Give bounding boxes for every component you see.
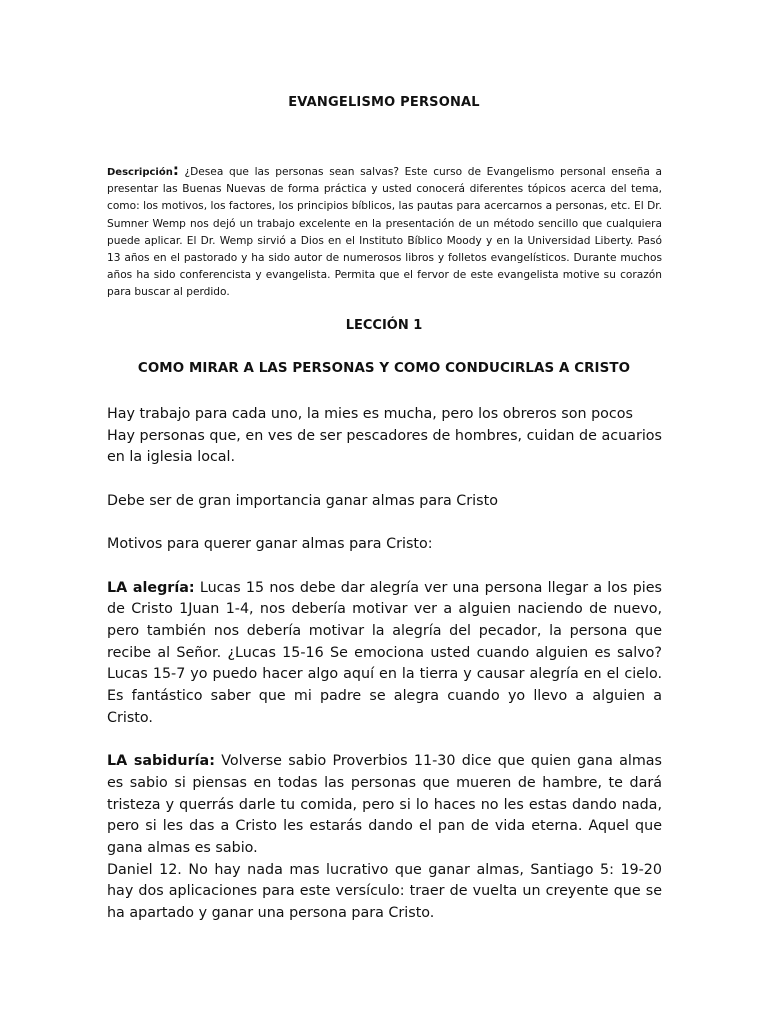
sabiduria-text: Volverse sabio Proverbios 11-30 dice que quien gana almas es sabio si piensas en todas las personas que mueren de hambre, te dará tristeza y querrás darle tu comida, pero si lo haces no les estas dando nada, pero si les das a Cristo les estarás dando el pan de vida eterna. Aquel que gana almas es sabio. (107, 753, 662, 856)
paragraph-gap (107, 730, 662, 752)
lesson-body (107, 404, 662, 925)
lesson-heading: LECCIÓN 1 (345, 318, 423, 333)
sabiduria-label: LA sabiduría: (107, 753, 215, 770)
paragraph-alegria (107, 578, 662, 730)
description-paragraph (107, 162, 662, 302)
alegria-label: LA alegría: (107, 579, 195, 596)
body-line-motives: Motivos para querer ganar almas para Cristo: (107, 536, 433, 553)
paragraph-gap (107, 513, 662, 535)
paragraph-gap (107, 469, 662, 491)
paragraph-daniel: Daniel 12. No hay nada mas lucrativo que ganar almas, Santiago 5: 19-20 hay dos aplicaciones para este versículo: traer de vuelta un creyente que se ha apartado y ganar una persona para Cristo. (107, 861, 662, 922)
body-line-importance: Debe ser de gran importancia ganar almas para Cristo (107, 492, 498, 509)
description-text: ¿Desea que las personas sean salvas? Este curso de Evangelismo personal enseña a presentar las Buenas Nuevas de forma práctica y usted conocerá diferentes tópicos acerca del tema, como: los motivos, los factores, los principios bíblicos, las pautas para acercarnos a personas, etc. El Dr. Sumner Wemp nos dejó un trabajo excelente en la presentación de un método sencillo que cualquiera puede aplicar. El Dr. Wemp sirvió a Dios en el Instituto Bíblico Moody y en la Universidad Liberty. Pasó 13 años en el pastorado y ha sido autor de numerosos libros y folletos evangelísticos. Durante muchos años ha sido conferencista y evangelista. Permita que el fervor de este evangelista motive su corazón para buscar al perdido. (107, 166, 662, 299)
document-title: EVANGELISMO PERSONAL (288, 95, 480, 110)
alegria-text: Lucas 15 nos debe dar alegría ver una persona llegar a los pies de Cristo 1Juan 1-4, nos debería motivar ver a alguien naciendo de nuevo, pero también nos debería motivar la alegría del pecador, la persona que recibe al Señor. ¿Lucas 15-16 Se emociona usted cuando alguien es salvo? Lucas 15-7 yo puedo hacer algo aquí en la tierra y causar alegría en el cielo. Es fantástico saber que mi padre se alegra cuando yo llevo a alguien a Cristo. (107, 579, 662, 726)
paragraph-gap (107, 556, 662, 578)
description-label: Descripción (107, 167, 173, 178)
paragraph-sabiduria (107, 751, 662, 860)
body-line-aquariums: Hay personas que, en ves de ser pescadores de hombres, cuidan de acuarios en la iglesia local. (107, 427, 662, 466)
body-line-workers: Hay trabajo para cada uno, la mies es mucha, pero los obreros son pocos (107, 406, 633, 422)
description-colon: : (172, 161, 179, 179)
lesson-title: COMO MIRAR A LAS PERSONAS Y COMO CONDUCIRLAS A CRISTO (137, 361, 631, 376)
